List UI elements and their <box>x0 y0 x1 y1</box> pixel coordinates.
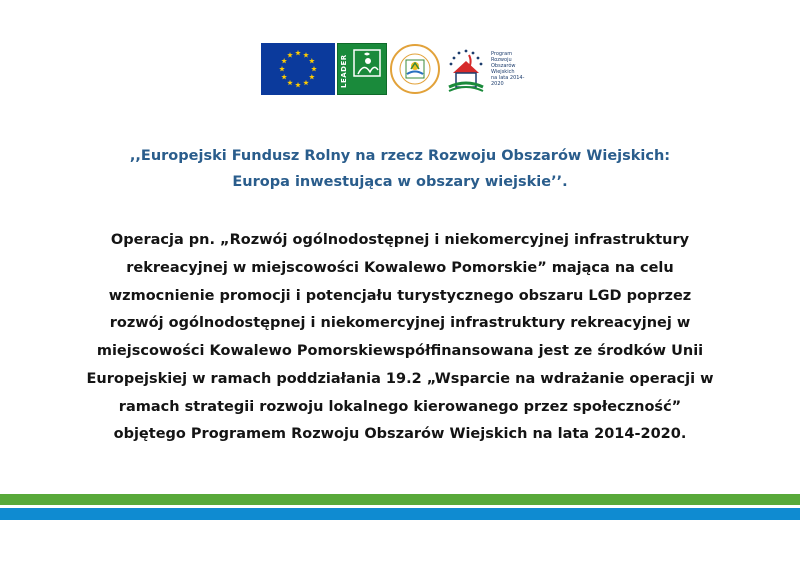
leader-logo <box>337 43 387 95</box>
eu-star-icon <box>281 58 287 63</box>
eu-star-icon <box>287 80 293 85</box>
lgd-seal-logo <box>389 43 441 95</box>
prow-caption-line: na lata 2014-2020 <box>491 75 525 87</box>
eu-flag-icon <box>261 43 335 95</box>
prow-caption-line: Obszarów <box>491 63 516 69</box>
body-line: rozwój ogólnodostępnej i niekomercyjnej infrastruktury rekreacyjnej w <box>109 315 691 331</box>
heading-line-1: ,,Europejski Fundusz Rolny na rzecz Rozwoju Obszarów Wiejskich: <box>129 148 671 164</box>
leader-label: LEADER <box>340 54 348 88</box>
eu-star-icon <box>281 74 287 79</box>
eu-star-icon <box>279 66 285 71</box>
body-line: Operacja pn. „Rozwój ogólnodostępnej i niekomercyjnej infrastruktury <box>110 232 690 248</box>
heading-line-2: Europa inwestująca w obszary wiejskie’’. <box>232 174 568 190</box>
eu-star-icon <box>309 58 315 63</box>
eu-star-icon <box>303 52 309 57</box>
body-line: wzmocnienie promocji i potencjału turystycznego obszaru LGD poprzez <box>108 288 692 304</box>
body-line: Europejskiej w ramach poddziałania 19.2 „Wsparcie na wdrażanie operacji w <box>86 371 714 387</box>
body-line: miejscowości Kowalewo Pomorskiewspółfinansowana jest ze środków Unii <box>96 343 704 359</box>
prow-logo <box>443 43 525 95</box>
prow-caption-line: Wiejskich <box>491 69 515 75</box>
logo-strip <box>261 40 525 98</box>
prow-caption-line: Program <box>491 51 513 57</box>
eu-star-icon <box>295 50 301 55</box>
eu-star-icon <box>303 80 309 85</box>
body-line: ramach strategii rozwoju lokalnego kierowanego przez społeczność” <box>118 399 682 415</box>
body-line: rekreacyjnej w miejscowości Kowalewo Pomorskie” mająca na celu <box>126 260 674 276</box>
footer-blue-band <box>0 508 800 520</box>
prow-caption <box>491 51 525 87</box>
prow-emblem-icon <box>443 43 489 95</box>
eu-star-icon <box>295 82 301 87</box>
eu-star-icon <box>287 52 293 57</box>
prow-caption-line: Rozwoju <box>491 57 512 63</box>
eu-star-icon <box>311 66 317 71</box>
body-line: objętego Programem Rozwoju Obszarów Wiejskich na lata 2014-2020. <box>113 426 687 442</box>
eu-star-icon <box>309 74 315 79</box>
footer-green-band <box>0 494 800 505</box>
